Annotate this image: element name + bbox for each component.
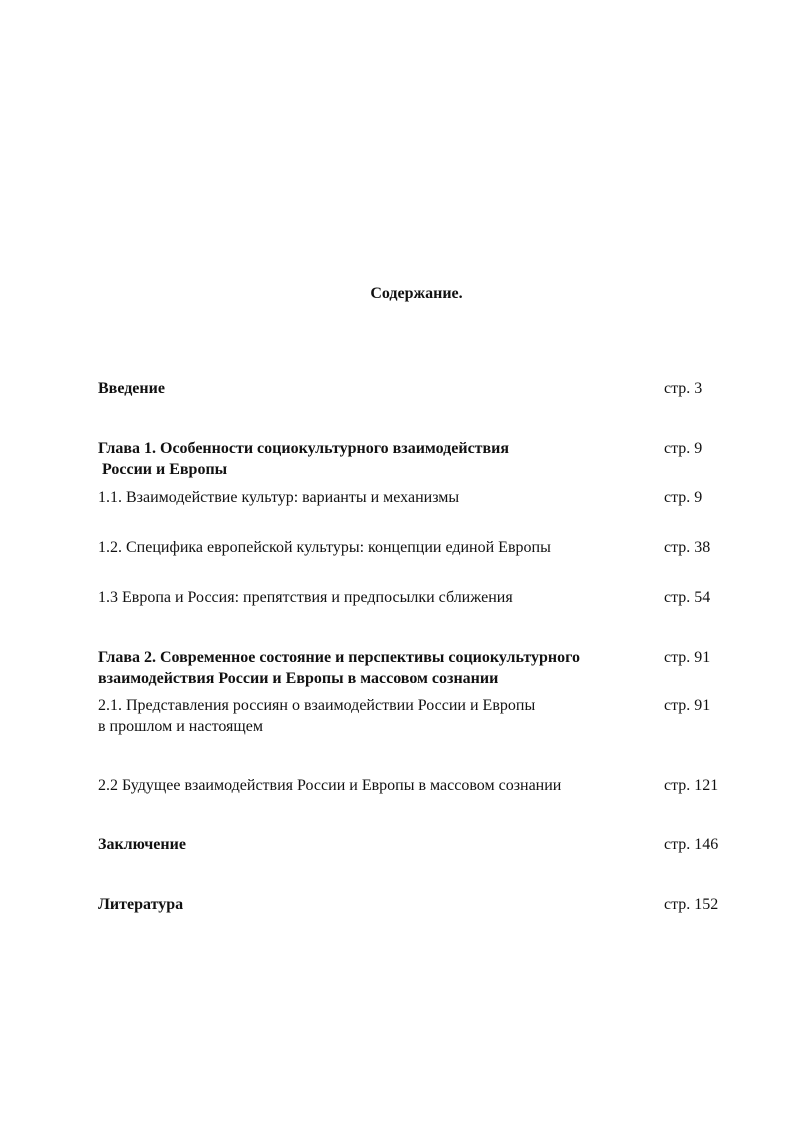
toc-page-number: стр. 3 <box>664 380 703 397</box>
toc-page-number: стр. 146 <box>664 836 719 853</box>
toc-entry-text: 2.2 Будущее взаимодействия России и Европы в массовом сознании <box>98 777 562 794</box>
toc-entry-section-1-3 <box>98 587 658 608</box>
toc-page-number: стр. 9 <box>664 489 703 506</box>
toc-entry-chapter-1 <box>98 438 658 480</box>
toc-page-number: стр. 91 <box>664 649 711 666</box>
toc-page-number: стр. 152 <box>664 896 719 913</box>
toc-page-number: стр. 91 <box>664 697 711 714</box>
toc-entry-text: 1.1. Взаимодействие культур: варианты и механизмы <box>98 489 460 506</box>
toc-page-number: стр. 121 <box>664 777 719 794</box>
toc-entry-section-1-2 <box>98 537 658 558</box>
toc-entry-text: Заключение <box>98 836 186 853</box>
toc-entry-text: 2.1. Представления россиян о взаимодействии России и Европы <box>98 697 536 714</box>
toc-entry-text: в прошлом и настоящем <box>98 718 263 735</box>
toc-page-number: стр. 9 <box>664 440 703 457</box>
toc-entry-text: России и Европы <box>98 461 228 478</box>
toc-entry-chapter-2 <box>98 647 658 689</box>
toc-entry-text: Глава 2. Современное состояние и перспективы социокультурного <box>98 649 580 666</box>
toc-page-number: стр. 38 <box>664 539 711 556</box>
toc-entry-text: Глава 1. Особенности социокультурного взаимодействия <box>98 440 510 457</box>
toc-entry-section-1-1 <box>98 487 658 508</box>
toc-entry-text: Введение <box>98 380 165 397</box>
toc-entry-text: 1.3 Европа и Россия: препятствия и предпосылки сближения <box>98 589 513 606</box>
toc-page-number: стр. 54 <box>664 589 711 606</box>
toc-entry-bibliography <box>98 894 658 915</box>
toc-entry-section-2-2 <box>98 775 658 796</box>
toc-entry-introduction <box>98 378 658 399</box>
toc-entry-conclusion <box>98 834 658 855</box>
toc-entry-section-2-1 <box>98 695 658 737</box>
toc-entry-text: Литература <box>98 896 184 913</box>
page-title: Содержание. <box>370 285 463 302</box>
toc-entry-text: взаимодействия России и Европы в массовом сознании <box>98 670 499 687</box>
toc-entry-text: 1.2. Специфика европейской культуры: концепции единой Европы <box>98 539 551 556</box>
